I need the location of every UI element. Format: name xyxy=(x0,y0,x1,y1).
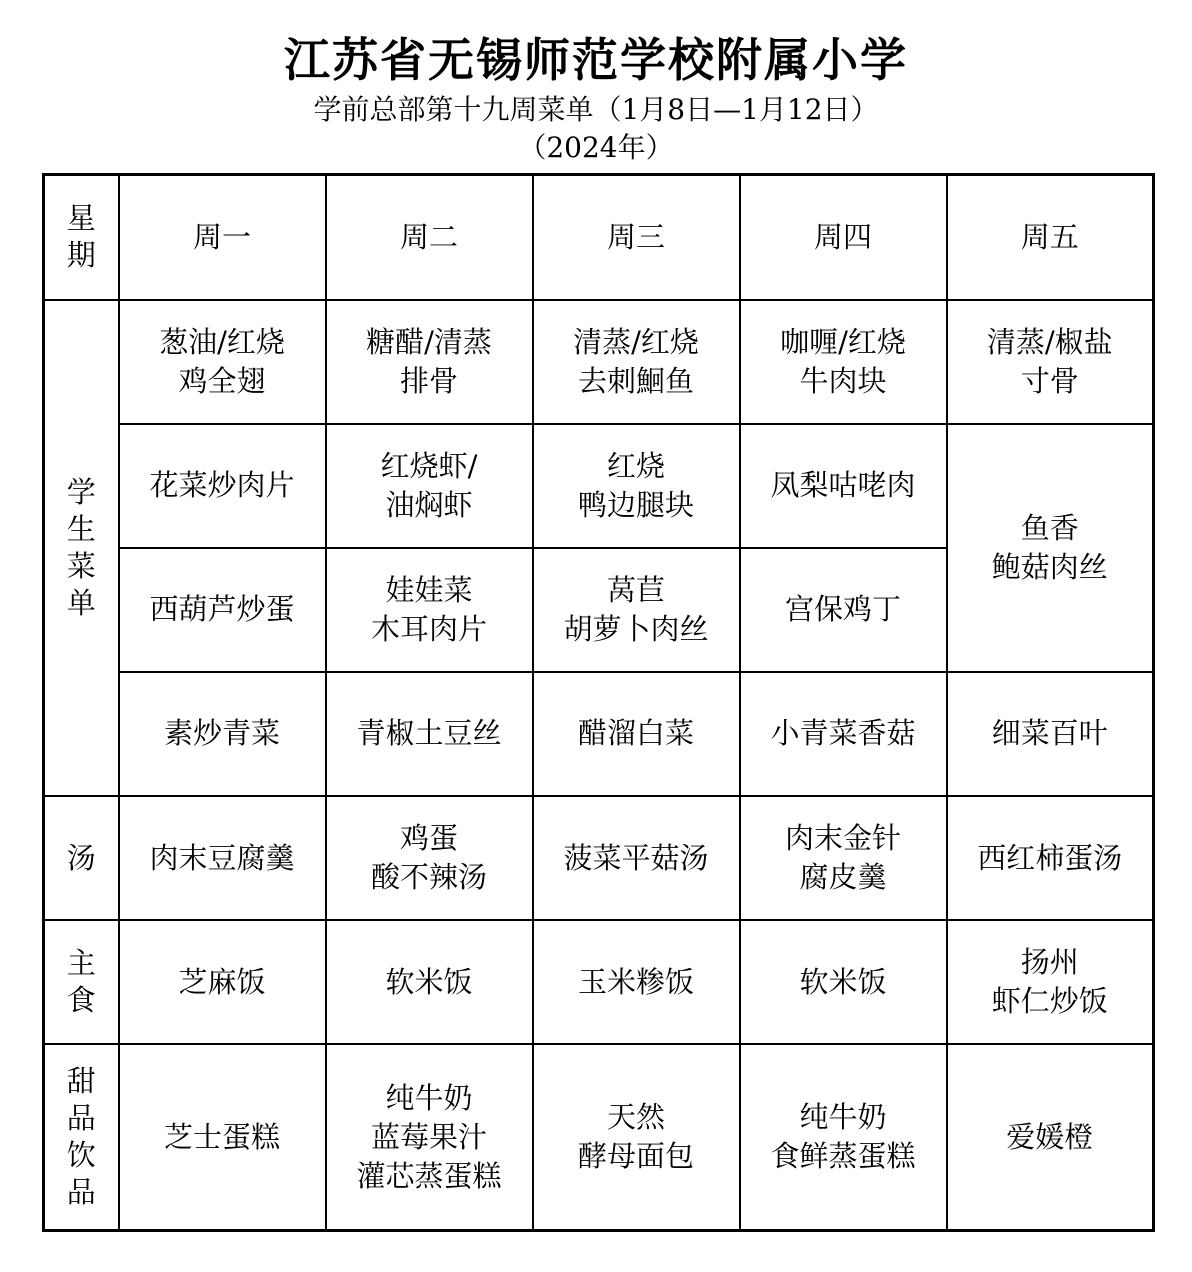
day-header-tue: 周二 xyxy=(326,175,533,300)
weekly-menu-table xyxy=(42,173,1155,1232)
menu-subtitle: 学前总部第十九周菜单（1月8日—1月12日） xyxy=(313,93,879,126)
staple-cell: 扬州 虾仁炒饭 xyxy=(947,920,1154,1044)
dish-cell: 红烧虾/ 油焖虾 xyxy=(326,424,533,548)
dish-cell: 清蒸/红烧 去刺鮰鱼 xyxy=(533,300,740,424)
section-label-student: 学生菜单 xyxy=(44,300,119,796)
dish-cell: 娃娃菜 木耳肉片 xyxy=(326,548,533,672)
table-row xyxy=(44,920,1154,1044)
dish-cell: 红烧 鸭边腿块 xyxy=(533,424,740,548)
soup-cell: 鸡蛋 酸不辣汤 xyxy=(326,796,533,920)
dish-cell: 小青菜香菇 xyxy=(740,672,947,796)
day-header-mon: 周一 xyxy=(119,175,326,300)
dish-cell: 凤梨咕咾肉 xyxy=(740,424,947,548)
dish-cell: 西葫芦炒蛋 xyxy=(119,548,326,672)
dish-cell: 醋溜白菜 xyxy=(533,672,740,796)
weekday-corner-label: 星期 xyxy=(44,175,119,300)
dish-cell: 葱油/红烧 鸡全翅 xyxy=(119,300,326,424)
dish-cell: 莴苣 胡萝卜肉丝 xyxy=(533,548,740,672)
day-header-fri: 周五 xyxy=(947,175,1154,300)
section-label-soup: 汤 xyxy=(44,796,119,920)
dish-cell: 细菜百叶 xyxy=(947,672,1154,796)
table-row xyxy=(44,1044,1154,1230)
staple-cell: 软米饭 xyxy=(326,920,533,1044)
table-row xyxy=(44,796,1154,920)
school-title: 江苏省无锡师范学校附属小学 xyxy=(284,33,908,87)
soup-cell: 肉末豆腐羹 xyxy=(119,796,326,920)
dessert-cell: 纯牛奶 蓝莓果汁 灌芯蒸蛋糕 xyxy=(326,1044,533,1230)
day-header-thu: 周四 xyxy=(740,175,947,300)
table-row xyxy=(44,672,1154,796)
table-row xyxy=(44,424,1154,548)
menu-year: （2024年） xyxy=(518,131,674,164)
dish-cell: 宫保鸡丁 xyxy=(740,548,947,672)
staple-cell: 芝麻饭 xyxy=(119,920,326,1044)
table-row xyxy=(44,300,1154,424)
dish-cell: 鱼香 鲍菇肉丝 xyxy=(947,424,1154,672)
day-header-wed: 周三 xyxy=(533,175,740,300)
soup-cell: 肉末金针 腐皮羹 xyxy=(740,796,947,920)
dessert-cell: 爱媛橙 xyxy=(947,1044,1154,1230)
staple-cell: 玉米糁饭 xyxy=(533,920,740,1044)
dish-cell: 素炒青菜 xyxy=(119,672,326,796)
section-label-dessert: 甜品饮品 xyxy=(44,1044,119,1230)
dish-cell: 清蒸/椒盐 寸骨 xyxy=(947,300,1154,424)
dish-cell: 青椒土豆丝 xyxy=(326,672,533,796)
soup-cell: 西红柿蛋汤 xyxy=(947,796,1154,920)
soup-cell: 菠菜平菇汤 xyxy=(533,796,740,920)
dessert-cell: 天然 酵母面包 xyxy=(533,1044,740,1230)
dessert-cell: 芝士蛋糕 xyxy=(119,1044,326,1230)
section-label-staple: 主食 xyxy=(44,920,119,1044)
table-header-row xyxy=(44,175,1154,300)
dish-cell: 糖醋/清蒸 排骨 xyxy=(326,300,533,424)
dessert-cell: 纯牛奶 食鲜蒸蛋糕 xyxy=(740,1044,947,1230)
dish-cell: 花菜炒肉片 xyxy=(119,424,326,548)
staple-cell: 软米饭 xyxy=(740,920,947,1044)
dish-cell: 咖喱/红烧 牛肉块 xyxy=(740,300,947,424)
